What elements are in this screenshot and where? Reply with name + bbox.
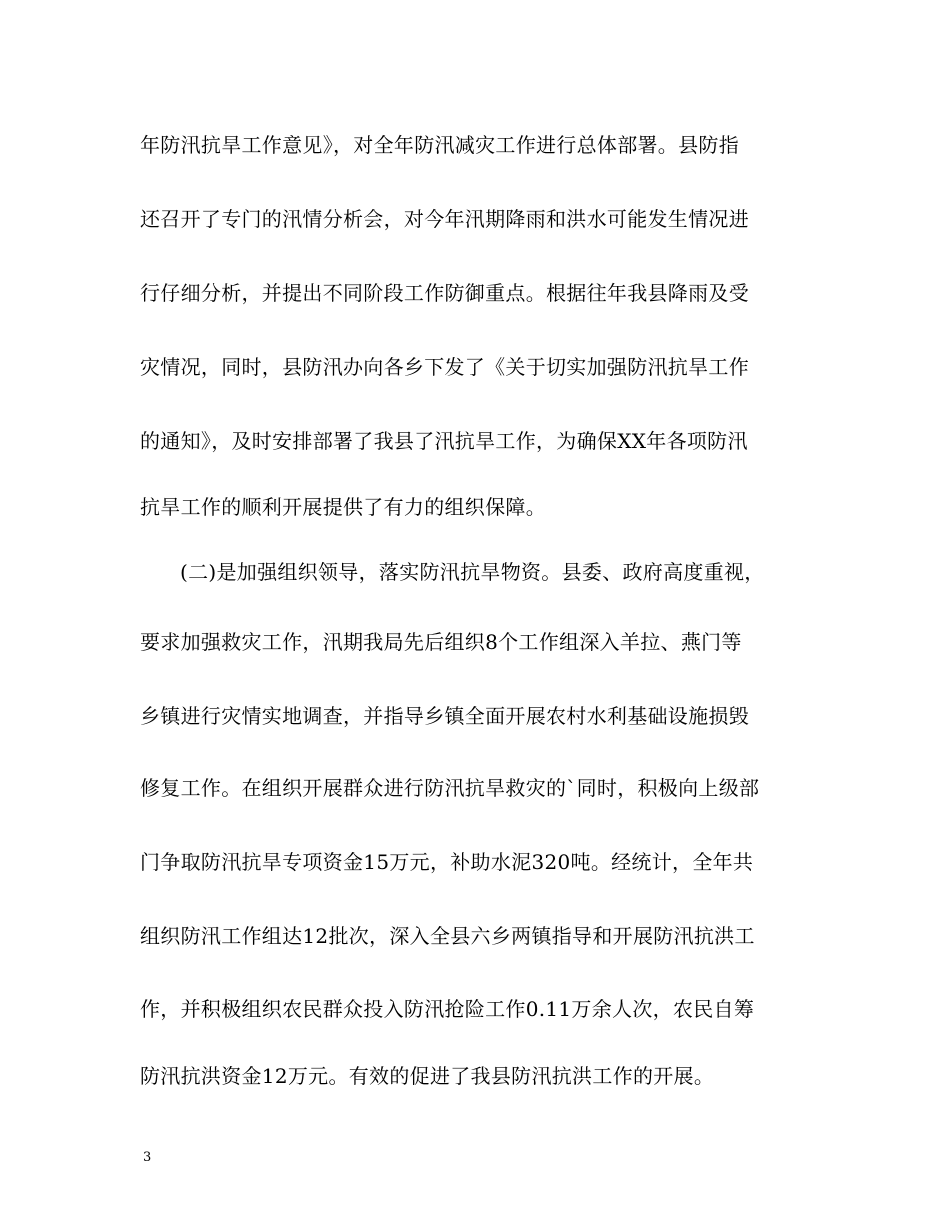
- text-line: 要求加强救灾工作，汛期我局先后组织8个工作组深入羊拉、燕门等: [140, 630, 742, 654]
- text-line: 年防汛抗旱工作意见》，对全年防汛减灾工作进行总体部署。县防指: [140, 133, 739, 157]
- page-number: 3: [143, 1150, 152, 1165]
- text-line: 组织防汛工作组达12批次，深入全县六乡两镇指导和开展防汛抗洪工: [140, 924, 755, 948]
- text-line: 抗旱工作的顺利开展提供了有力的组织保障。: [140, 495, 546, 519]
- text-line: 还召开了专门的汛情分析会，对今年汛期降雨和洪水可能发生情况进: [140, 207, 749, 231]
- text-line: 防汛抗洪资金12万元。有效的促进了我县防汛抗洪工作的开展。: [140, 1064, 715, 1088]
- text-line: 灾情况，同时，县防汛办向各乡下发了《关于切实加强防汛抗旱工作: [140, 355, 749, 379]
- text-line: 的通知》，及时安排部署了我县了汛抗旱工作，为确保XX年各项防汛: [140, 429, 748, 453]
- text-line: 门争取防汛抗旱专项资金15万元，补助水泥320吨。经统计，全年共: [140, 850, 754, 874]
- text-line: 修复工作。在组织开展群众进行防汛抗旱救灾的`同时，积极向上级部: [140, 776, 760, 800]
- text-line: 行仔细分析，并提出不同阶段工作防御重点。根据往年我县降雨及受: [140, 281, 749, 305]
- text-line: 作，并积极组织农民群众投入防汛抢险工作0.11万余人次，农民自筹: [140, 997, 755, 1021]
- paragraph-start-line: (二)是加强组织领导，落实防汛抗旱物资。县委、政府高度重视，: [180, 560, 765, 584]
- text-line: 乡镇进行灾情实地调查，并指导乡镇全面开展农村水利基础设施损毁: [140, 704, 749, 728]
